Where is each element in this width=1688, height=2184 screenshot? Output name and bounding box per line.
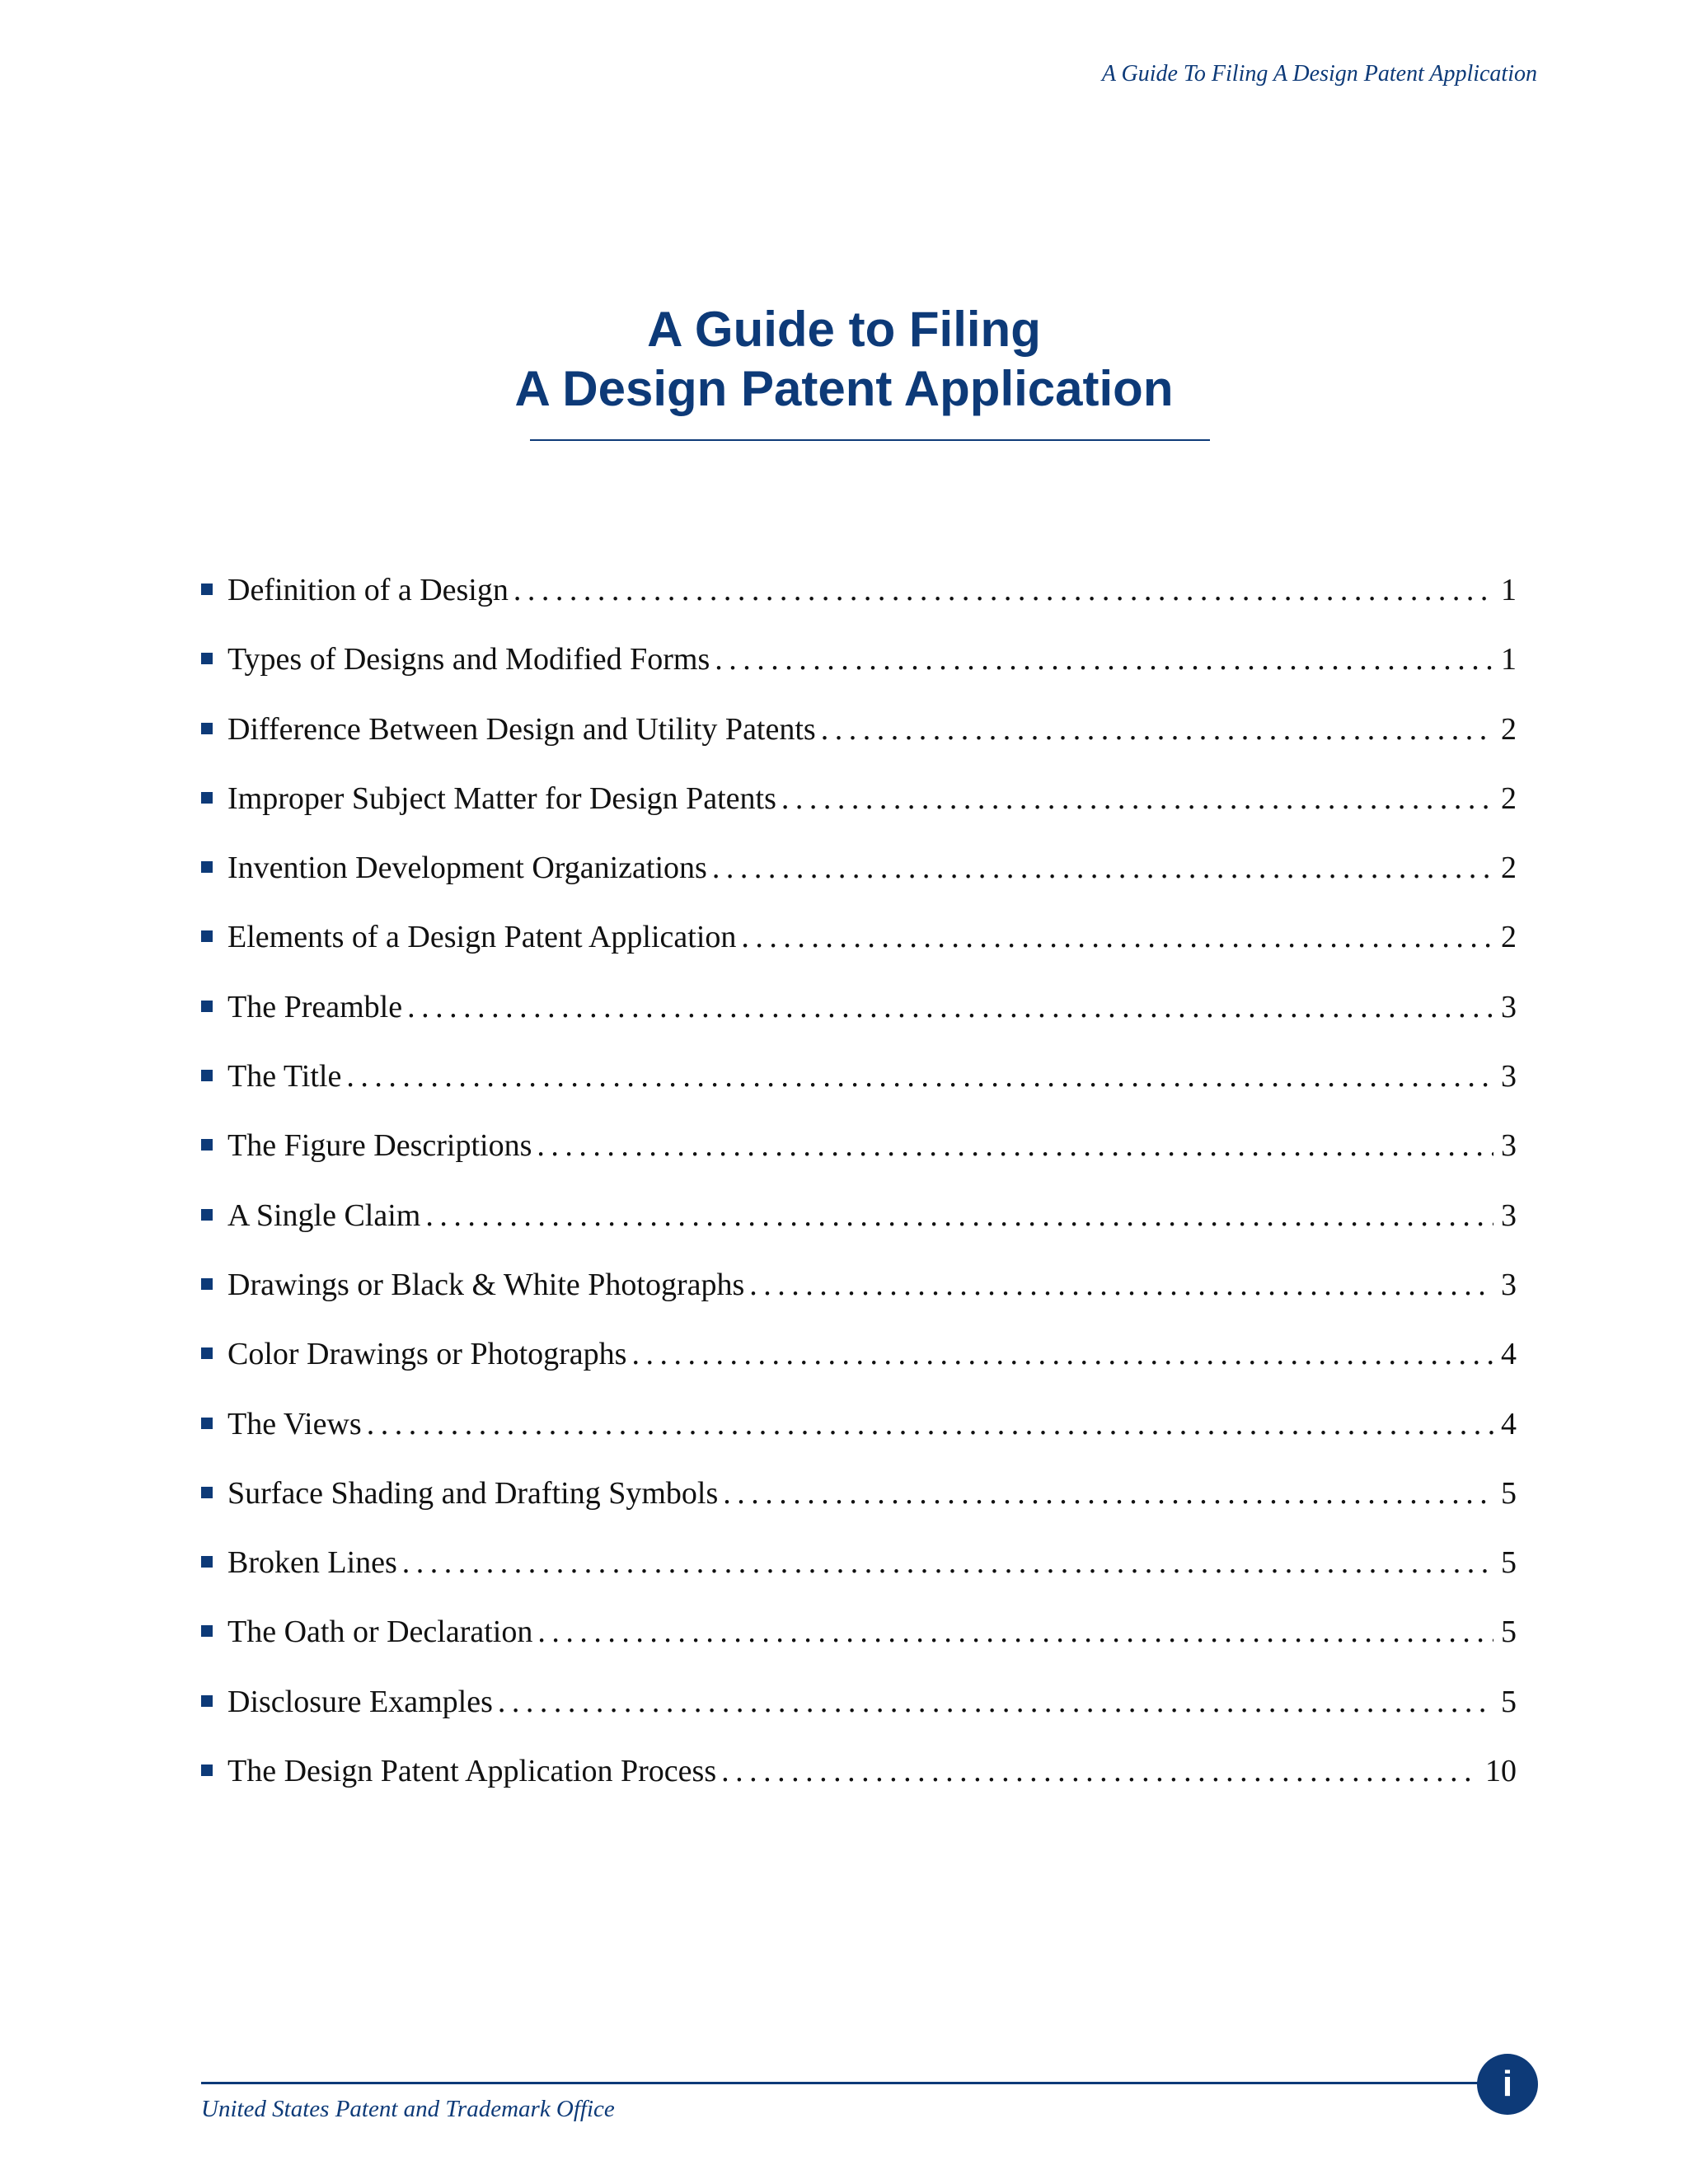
toc-entry-page: 4 (1501, 1337, 1517, 1372)
square-bullet-icon (201, 583, 213, 595)
toc-entry-page: 3 (1501, 1267, 1517, 1302)
toc-entry[interactable] (201, 1191, 1517, 1260)
title-line-1: A Guide to Filing (647, 302, 1041, 357)
toc-entry-label: The Oath or Declaration (227, 1615, 533, 1650)
dot-leader (346, 1052, 1493, 1101)
square-bullet-icon (201, 723, 213, 734)
toc-entry[interactable] (201, 1469, 1517, 1538)
toc-entry[interactable] (201, 635, 1517, 704)
dot-leader (513, 565, 1493, 615)
dot-leader (498, 1677, 1493, 1727)
toc-entry-page: 3 (1501, 1128, 1517, 1164)
title-underline (530, 439, 1210, 441)
toc-entry-label: Difference Between Design and Utility Patents (227, 711, 816, 747)
toc-entry[interactable] (201, 1607, 1517, 1676)
dot-leader (712, 843, 1493, 893)
title-line-2: A Design Patent Application (514, 361, 1174, 416)
dot-leader (721, 1746, 1479, 1796)
toc-entry[interactable] (201, 565, 1517, 635)
square-bullet-icon (201, 792, 213, 804)
toc-entry-label: The Title (227, 1059, 342, 1094)
dot-leader (367, 1399, 1493, 1449)
square-bullet-icon (201, 1278, 213, 1290)
dot-leader (407, 982, 1493, 1032)
toc-entry-label: The Figure Descriptions (227, 1128, 532, 1164)
dot-leader (741, 912, 1493, 962)
toc-entry-page: 3 (1501, 989, 1517, 1024)
toc-entry-label: Improper Subject Matter for Design Patents (227, 780, 776, 816)
toc-entry-page: 5 (1501, 1684, 1517, 1719)
square-bullet-icon (201, 861, 213, 873)
table-of-contents (201, 565, 1517, 1816)
dot-leader (715, 635, 1493, 684)
toc-entry-label: Definition of a Design (227, 573, 509, 607)
toc-entry[interactable] (201, 1538, 1517, 1607)
square-bullet-icon (201, 1347, 213, 1359)
toc-entry-page: 2 (1501, 711, 1517, 747)
toc-entry-label: Elements of a Design Patent Application (227, 920, 737, 955)
toc-entry-label: The Preamble (227, 989, 403, 1024)
toc-entry[interactable] (201, 1329, 1517, 1399)
toc-entry-label: Drawings or Black & White Photographs (227, 1267, 745, 1302)
toc-entry[interactable] (201, 1677, 1517, 1746)
toc-entry-label: Types of Designs and Modified Forms (227, 642, 710, 677)
toc-entry-page: 1 (1501, 642, 1517, 677)
toc-entry-page: 1 (1501, 573, 1517, 607)
dot-leader (402, 1538, 1493, 1587)
toc-entry-label: Broken Lines (227, 1545, 397, 1581)
toc-entry-page: 2 (1501, 851, 1517, 886)
toc-entry[interactable] (201, 982, 1517, 1052)
square-bullet-icon (201, 1487, 213, 1498)
square-bullet-icon (201, 930, 213, 942)
toc-entry-page: 4 (1501, 1406, 1517, 1441)
square-bullet-icon (201, 1209, 213, 1221)
running-header: A Guide To Filing A Design Patent Application (1101, 61, 1537, 87)
dot-leader (537, 1121, 1493, 1170)
toc-entry-page: 5 (1501, 1615, 1517, 1650)
toc-entry[interactable] (201, 1746, 1517, 1816)
toc-entry-label: A Single Claim (227, 1197, 421, 1233)
toc-entry-page: 3 (1501, 1059, 1517, 1094)
toc-entry-page: 10 (1485, 1754, 1517, 1789)
square-bullet-icon (201, 1765, 213, 1776)
toc-entry[interactable] (201, 912, 1517, 982)
toc-entry[interactable] (201, 843, 1517, 912)
toc-entry-label: Surface Shading and Drafting Symbols (227, 1475, 719, 1511)
toc-entry[interactable] (201, 1121, 1517, 1190)
toc-entry[interactable] (201, 1260, 1517, 1329)
toc-entry-label: Color Drawings or Photographs (227, 1337, 627, 1372)
toc-entry-page: 2 (1501, 920, 1517, 955)
toc-entry-label: Invention Development Organizations (227, 851, 707, 886)
square-bullet-icon (201, 1001, 213, 1012)
toc-entry-label: Disclosure Examples (227, 1684, 493, 1719)
dot-leader (723, 1469, 1493, 1518)
dot-leader (631, 1329, 1493, 1379)
square-bullet-icon (201, 1625, 213, 1637)
dot-leader (537, 1607, 1493, 1657)
square-bullet-icon (201, 1556, 213, 1568)
toc-entry-page: 2 (1501, 780, 1517, 816)
dot-leader (821, 705, 1493, 754)
toc-entry[interactable] (201, 1052, 1517, 1121)
toc-entry-page: 5 (1501, 1475, 1517, 1511)
dot-leader (749, 1260, 1493, 1310)
square-bullet-icon (201, 1695, 213, 1707)
dot-leader (781, 774, 1493, 823)
toc-entry[interactable] (201, 774, 1517, 843)
document-title (0, 300, 1688, 419)
footer-rule (201, 2082, 1484, 2084)
toc-entry-label: The Views (227, 1406, 362, 1441)
toc-entry[interactable] (201, 1399, 1517, 1469)
square-bullet-icon (201, 1139, 213, 1151)
page-number-badge: i (1477, 2054, 1538, 2115)
square-bullet-icon (201, 653, 213, 664)
footer-organization: United States Patent and Trademark Office (201, 2096, 615, 2122)
toc-entry-page: 5 (1501, 1545, 1517, 1581)
toc-entry-label: The Design Patent Application Process (227, 1754, 717, 1789)
dot-leader (425, 1191, 1493, 1240)
toc-entry[interactable] (201, 705, 1517, 774)
square-bullet-icon (201, 1418, 213, 1429)
square-bullet-icon (201, 1070, 213, 1081)
toc-entry-page: 3 (1501, 1197, 1517, 1233)
